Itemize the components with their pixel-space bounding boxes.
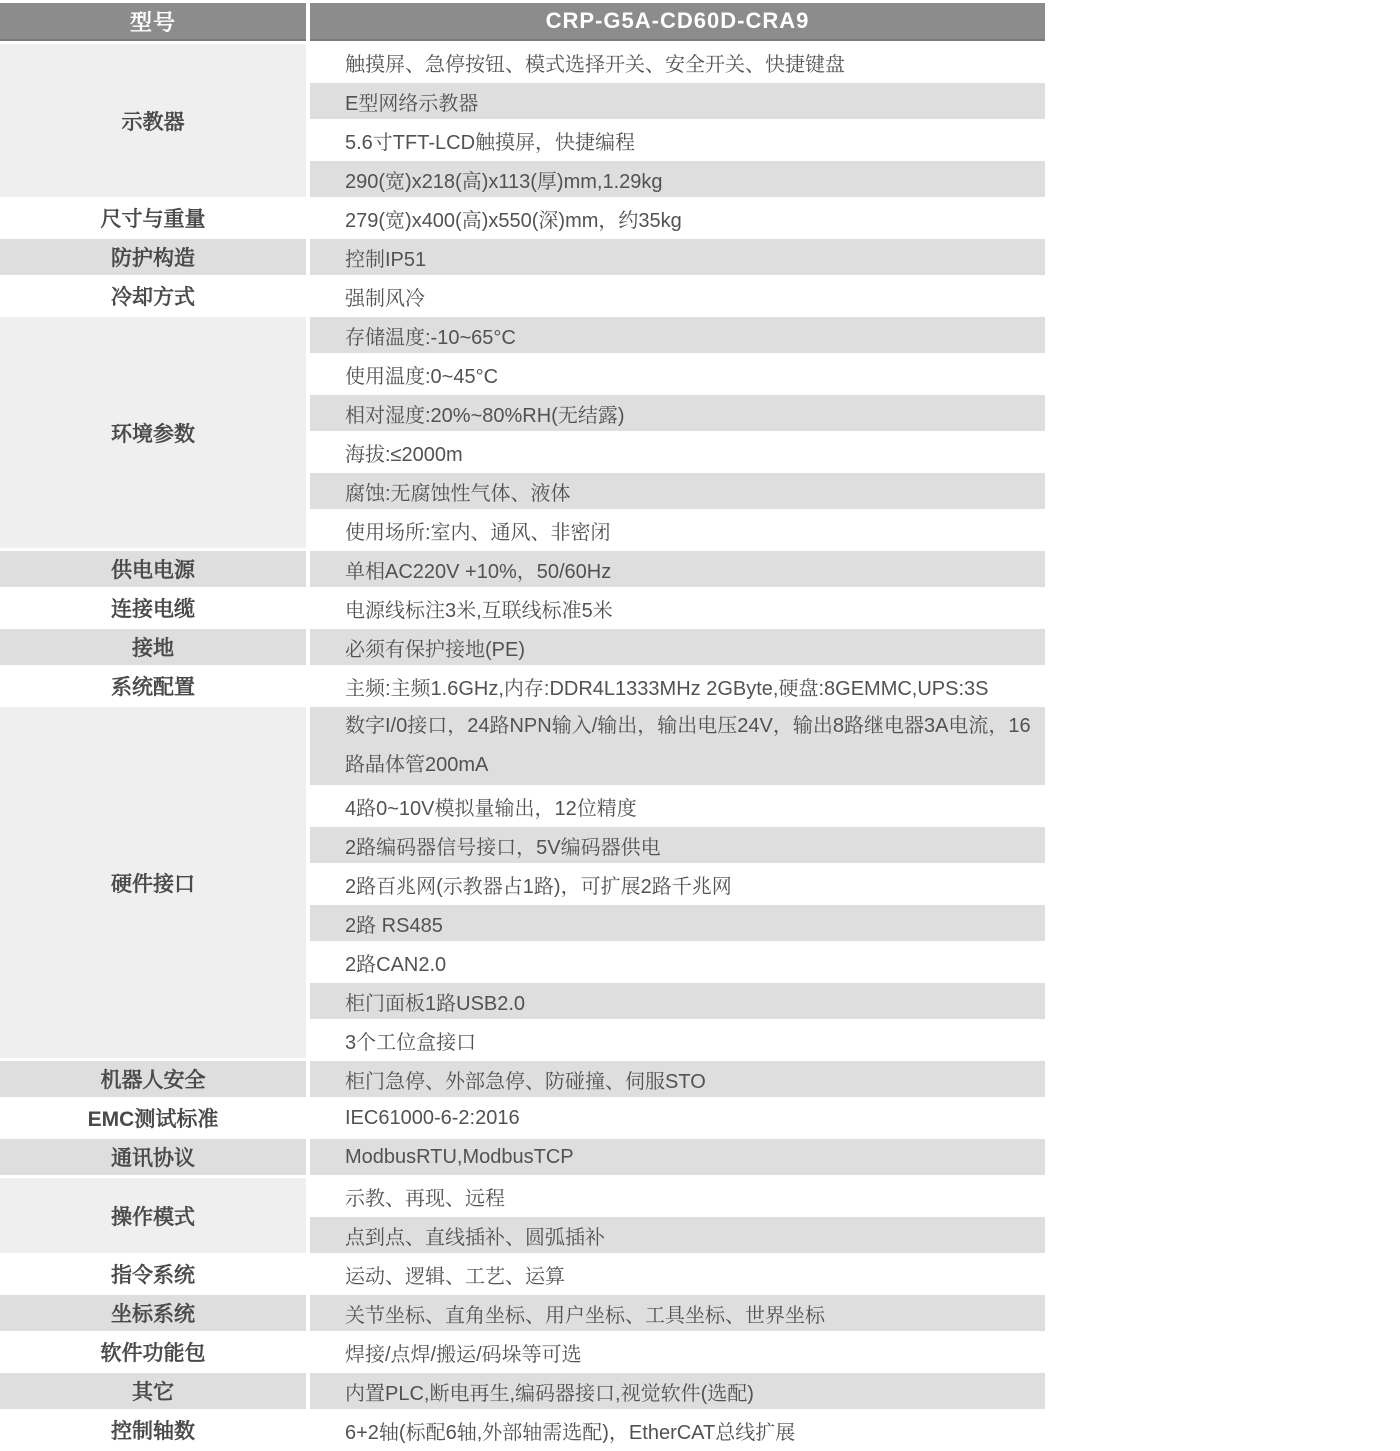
- table-row: [0, 1256, 1045, 1292]
- row-label: 硬件接口: [0, 707, 306, 1058]
- row-value: ModbusRTU,ModbusTCP: [310, 1139, 1045, 1175]
- row-value: 存储温度:-10~65°C: [310, 317, 1045, 353]
- row-value: 柜门面板1路USB2.0: [310, 983, 1045, 1019]
- row-value: 触摸屏、急停按钮、模式选择开关、安全开关、快捷键盘: [310, 44, 1045, 80]
- row-value: 腐蚀:无腐蚀性气体、液体: [310, 473, 1045, 509]
- table-row: [0, 278, 1045, 314]
- row-label: 软件功能包: [0, 1334, 306, 1370]
- row-value: 290(宽)x218(高)x113(厚)mm,1.29kg: [310, 161, 1045, 197]
- row-label: 控制轴数: [0, 1412, 306, 1448]
- table-row: [0, 200, 1045, 236]
- table-row: [0, 44, 1045, 80]
- row-value: 6+2轴(标配6轴,外部轴需选配)，EtherCAT总线扩展: [310, 1412, 1045, 1448]
- row-label: 坐标系统: [0, 1295, 306, 1331]
- row-value: E型网络示教器: [310, 83, 1045, 119]
- row-label: 指令系统: [0, 1256, 306, 1292]
- table-row: [0, 1334, 1045, 1370]
- header-model-label: 型号: [0, 3, 306, 41]
- row-label: EMC测试标准: [0, 1100, 306, 1136]
- table-row: [0, 1139, 1045, 1175]
- table-row: [0, 1373, 1045, 1409]
- table-row: [0, 1100, 1045, 1136]
- row-label: 系统配置: [0, 668, 306, 704]
- row-label: 示教器: [0, 44, 306, 197]
- row-value: 示教、再现、远程: [310, 1178, 1045, 1214]
- table-row: [0, 239, 1045, 275]
- row-value: 3个工位盒接口: [310, 1022, 1045, 1058]
- row-label: 防护构造: [0, 239, 306, 275]
- table-row: [0, 629, 1045, 665]
- row-label: 连接电缆: [0, 590, 306, 626]
- row-value: 柜门急停、外部急停、防碰撞、伺服STO: [310, 1061, 1045, 1097]
- row-value: 必须有保护接地(PE): [310, 629, 1045, 665]
- row-value: 2路 RS485: [310, 905, 1045, 941]
- row-value: 相对湿度:20%~80%RH(无结露): [310, 395, 1045, 431]
- table-row: [0, 590, 1045, 626]
- row-label: 操作模式: [0, 1178, 306, 1253]
- header-model-value: CRP-G5A-CD60D-CRA9: [310, 3, 1045, 41]
- row-value: 数字I/0接口，24路NPN输入/输出，输出电压24V，输出8路继电器3A电流，16路晶体管200mA: [310, 707, 1045, 785]
- row-value: 2路CAN2.0: [310, 944, 1045, 980]
- table-row: [0, 668, 1045, 704]
- table-row: [0, 1178, 1045, 1214]
- row-value: 点到点、直线插补、圆弧插补: [310, 1217, 1045, 1253]
- row-value: 控制IP51: [310, 239, 1045, 275]
- row-value: 2路百兆网(示教器占1路)，可扩展2路千兆网: [310, 866, 1045, 902]
- row-value: 使用温度:0~45°C: [310, 356, 1045, 392]
- row-label: 接地: [0, 629, 306, 665]
- row-value: 强制风冷: [310, 278, 1045, 314]
- table-row: [0, 1412, 1045, 1448]
- row-value: 2路编码器信号接口，5V编码器供电: [310, 827, 1045, 863]
- row-value: 关节坐标、直角坐标、用户坐标、工具坐标、世界坐标: [310, 1295, 1045, 1331]
- row-label: 机器人安全: [0, 1061, 306, 1097]
- row-value: 焊接/点焊/搬运/码垛等可选: [310, 1334, 1045, 1370]
- row-value: 使用场所:室内、通风、非密闭: [310, 512, 1045, 548]
- row-value: 电源线标注3米,互联线标准5米: [310, 590, 1045, 626]
- table-row: [0, 1061, 1045, 1097]
- row-label: 冷却方式: [0, 278, 306, 314]
- table-row: [0, 551, 1045, 587]
- row-value: 279(宽)x400(高)x550(深)mm，约35kg: [310, 200, 1045, 236]
- row-label: 环境参数: [0, 317, 306, 548]
- table-row: [0, 1295, 1045, 1331]
- row-value: 单相AC220V +10%，50/60Hz: [310, 551, 1045, 587]
- row-label: 尺寸与重量: [0, 200, 306, 236]
- table-header-row: [0, 3, 1045, 41]
- row-value: 主频:主频1.6GHz,内存:DDR4L1333MHz 2GByte,硬盘:8GEMMC,UPS:3S: [310, 668, 1045, 704]
- row-value: 4路0~10V模拟量输出，12位精度: [310, 788, 1045, 824]
- row-label: 供电电源: [0, 551, 306, 587]
- row-label: 其它: [0, 1373, 306, 1409]
- row-value: IEC61000-6-2:2016: [310, 1100, 1045, 1136]
- table-row: [0, 707, 1045, 785]
- row-value: 海拔:≤2000m: [310, 434, 1045, 470]
- table-row: [0, 317, 1045, 353]
- row-value: 运动、逻辑、工艺、运算: [310, 1256, 1045, 1292]
- row-label: 通讯协议: [0, 1139, 306, 1175]
- row-value: 内置PLC,断电再生,编码器接口,视觉软件(选配): [310, 1373, 1045, 1409]
- row-value: 5.6寸TFT-LCD触摸屏，快捷编程: [310, 122, 1045, 158]
